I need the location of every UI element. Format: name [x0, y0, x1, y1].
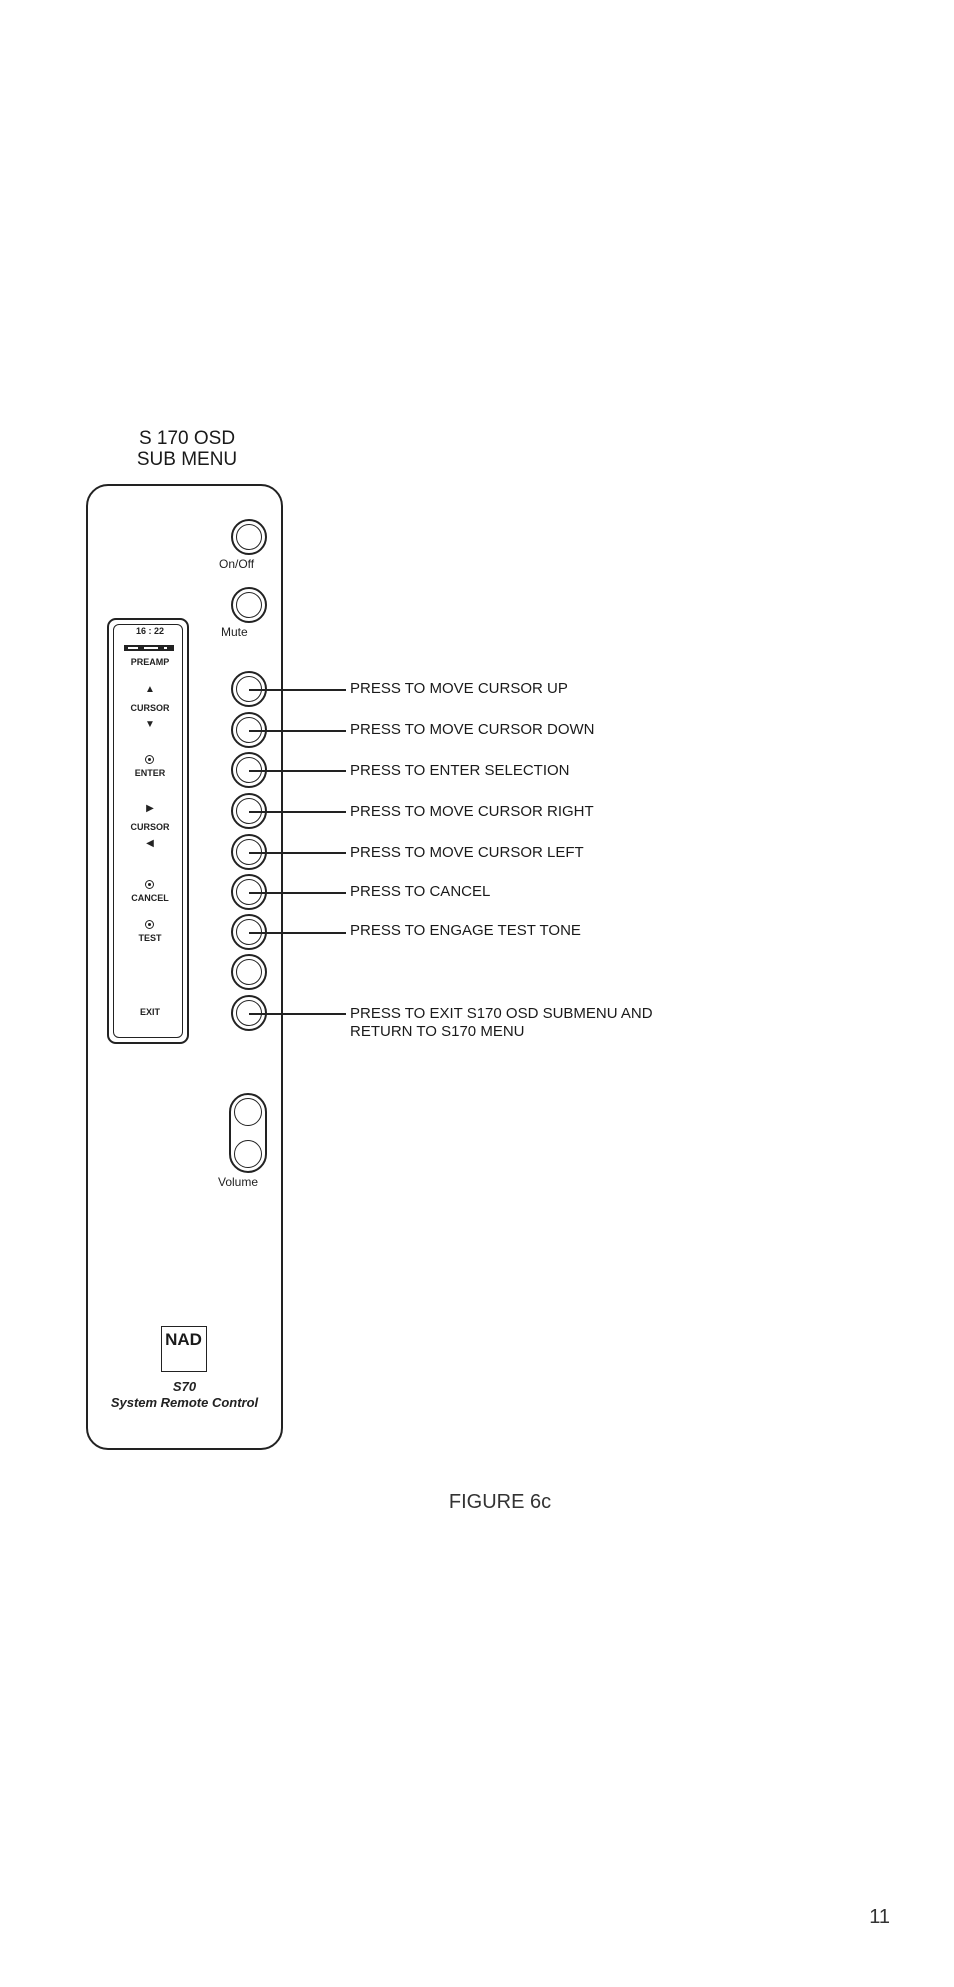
- on-off-button[interactable]: [231, 519, 267, 555]
- display-cursor-label-horizontal: CURSOR: [130, 822, 170, 832]
- page-number: 11: [869, 1906, 890, 1928]
- nad-logo: [161, 1326, 207, 1372]
- left-arrow-icon: ◀: [146, 838, 154, 849]
- leader-line-cursor-left: [249, 852, 346, 854]
- display-cancel-label: CANCEL: [131, 893, 169, 903]
- model-name: S70: [172, 1379, 197, 1394]
- callout-cancel: PRESS TO CANCEL: [350, 883, 491, 900]
- display-mode-preamp: PREAMP: [130, 657, 170, 667]
- callout-cursor-right: PRESS TO MOVE CURSOR RIGHT: [350, 803, 594, 820]
- leader-line-enter: [249, 770, 346, 772]
- mute-button[interactable]: [231, 587, 267, 623]
- on-off-label: On/Off: [219, 557, 255, 571]
- test-dot-icon: [145, 920, 154, 929]
- callout-exit-line-2: RETURN TO S170 MENU: [350, 1023, 525, 1040]
- unlabeled-button[interactable]: [231, 954, 267, 990]
- callout-test-tone: PRESS TO ENGAGE TEST TONE: [350, 922, 581, 939]
- display-exit-label: EXIT: [139, 1007, 160, 1017]
- display-level-bar: [124, 645, 174, 651]
- leader-line-cursor-down: [249, 730, 346, 732]
- callout-cursor-down: PRESS TO MOVE CURSOR DOWN: [350, 721, 595, 738]
- figure-title-line-2: SUB MENU: [136, 449, 238, 470]
- volume-rocker: [229, 1093, 267, 1173]
- display-test-label: TEST: [138, 933, 162, 943]
- nad-logo-text: NAD: [165, 1330, 202, 1349]
- mute-label: Mute: [221, 625, 248, 639]
- callout-exit-line-1: PRESS TO EXIT S170 OSD SUBMENU AND: [350, 1005, 653, 1022]
- right-arrow-icon: ▶: [146, 803, 154, 814]
- figure-caption: FIGURE 6c: [448, 1491, 552, 1513]
- callout-enter-selection: PRESS TO ENTER SELECTION: [350, 762, 570, 779]
- cancel-dot-icon: [145, 880, 154, 889]
- enter-dot-icon: [145, 755, 154, 764]
- display-cursor-label-vertical: CURSOR: [130, 703, 170, 713]
- callout-cursor-up: PRESS TO MOVE CURSOR UP: [350, 680, 568, 697]
- volume-label: Volume: [218, 1175, 259, 1189]
- up-arrow-icon: ▲: [145, 684, 155, 695]
- leader-line-cursor-up: [249, 689, 346, 691]
- volume-down-button[interactable]: [234, 1140, 262, 1168]
- figure-title-line-1: S 170 OSD: [138, 428, 236, 449]
- leader-line-exit: [249, 1013, 346, 1015]
- display-time: 16 : 22: [135, 626, 165, 636]
- lcd-display-panel: [107, 618, 189, 1044]
- leader-line-cursor-right: [249, 811, 346, 813]
- leader-line-cancel: [249, 892, 346, 894]
- product-name: System Remote Control: [110, 1395, 259, 1410]
- display-enter-label: ENTER: [134, 768, 166, 778]
- volume-up-button[interactable]: [234, 1098, 262, 1126]
- down-arrow-icon: ▼: [145, 719, 155, 730]
- callout-cursor-left: PRESS TO MOVE CURSOR LEFT: [350, 844, 584, 861]
- leader-line-test-tone: [249, 932, 346, 934]
